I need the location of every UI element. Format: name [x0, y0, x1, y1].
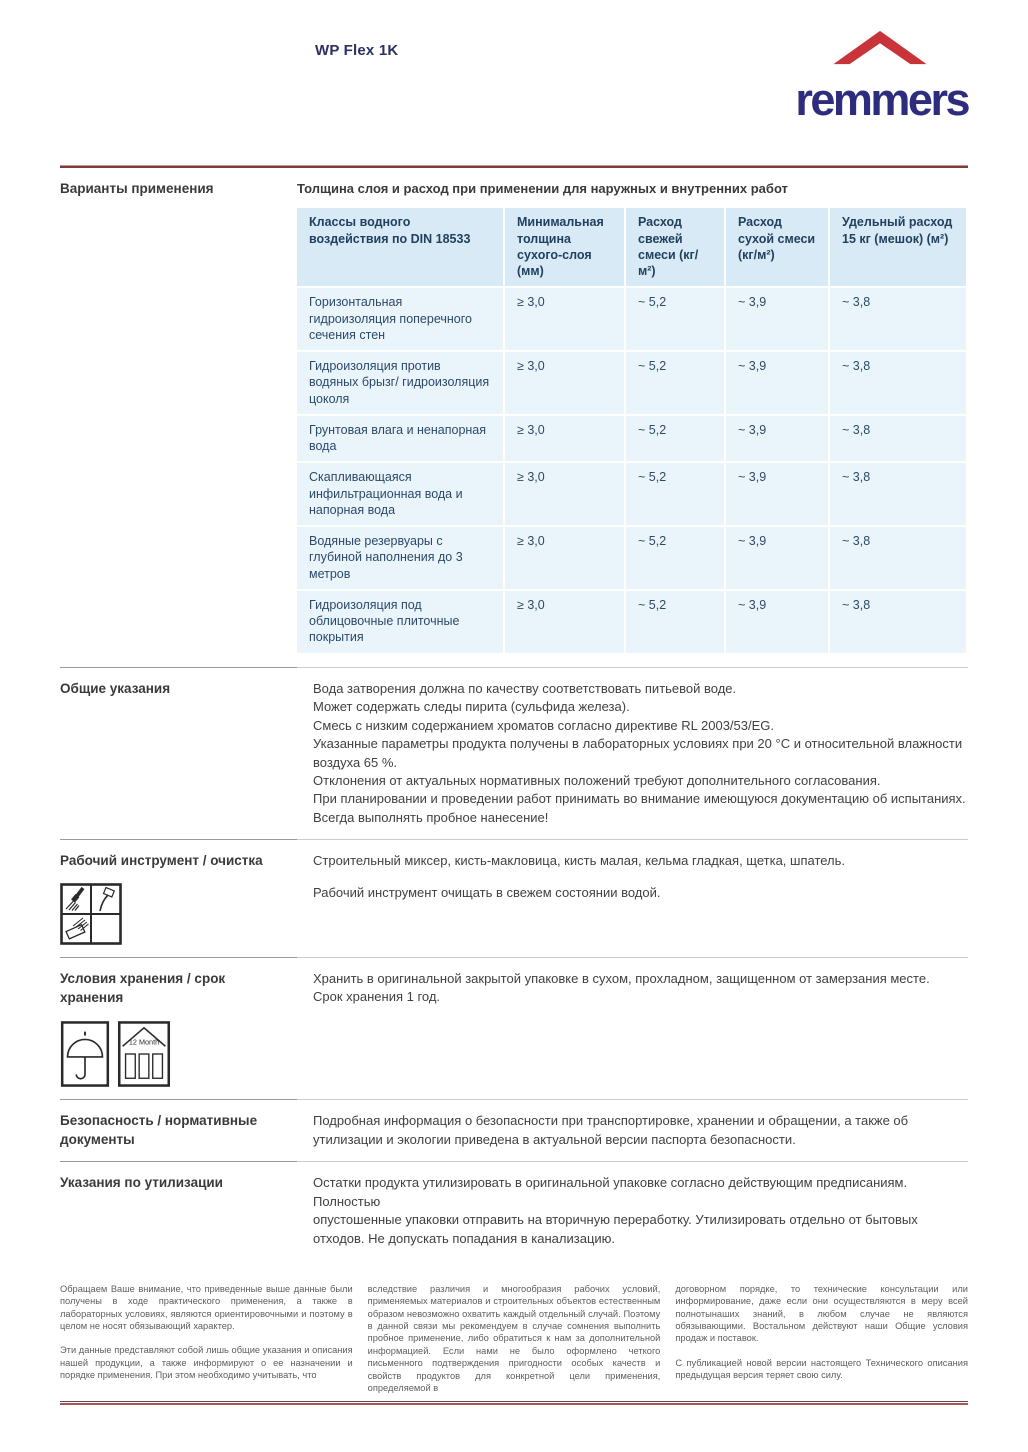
water-exposure-class-cell: Гидроизоляция под облицовочные плиточные покрытия [297, 591, 503, 653]
value-cell: ~ 3,9 [726, 527, 828, 589]
section-label-storage: Условия хранения / срок хранения [60, 970, 226, 1005]
table-row [297, 352, 966, 414]
value-cell: ~ 5,2 [626, 527, 724, 589]
legal-paragraph: Обращаем Ваше внимание, что приведенные выше данные были получены в ходе практического применения, а также в лабораторных условиях, являются ориентировочными и поэтому в целом не носят обязывающий характер. [60, 1284, 353, 1332]
value-cell: ≥ 3,0 [505, 591, 624, 653]
table-row [297, 463, 966, 525]
section-general-notes [60, 668, 968, 840]
disposal-content [295, 1174, 968, 1248]
value-cell: ~ 3,8 [830, 288, 966, 350]
keep-dry-umbrella-icon [60, 1021, 110, 1087]
page-header [60, 30, 968, 165]
section-disposal [60, 1162, 968, 1260]
shelf-life-12-month-icon [117, 1021, 171, 1087]
footer-rule [60, 1401, 968, 1405]
logo-roof-icon [830, 28, 930, 66]
footer-rule-red-line [60, 1403, 968, 1405]
value-cell: ~ 5,2 [626, 288, 724, 350]
note-line: При планировании и проведении работ принимать во внимание имеющуюся документацию об испытаниях. [313, 791, 966, 807]
section-tools [60, 840, 968, 957]
table-row [297, 527, 966, 589]
water-exposure-class-cell: Водяные резервуары с глубиной наполнения до 3 метров [297, 527, 503, 589]
value-cell: ~ 3,9 [726, 463, 828, 525]
table-row [297, 591, 966, 653]
logo-wordmark: remmers [795, 74, 968, 125]
value-cell: ≥ 3,0 [505, 288, 624, 350]
note-line: Указанные параметры продукта получены в лабораторных условиях при 20 °C и относительной влажности воздуха 65 %. [313, 736, 963, 770]
storage-conditions-text: Хранить в оригинальной закрытой упаковке в сухом, прохладном, защищенном от замерзания месте. [313, 970, 930, 986]
section-label-safety: Безопасность / нормативные документы [60, 1113, 258, 1147]
section-applications [60, 168, 968, 667]
legal-column-2 [368, 1283, 661, 1406]
tools-cleaning-note: Рабочий инструмент очищать в свежем состоянии водой. [313, 884, 661, 900]
legal-paragraph: договорном порядке, то технические консультации или информирование, даже если они осуществляются в меру всей полнотынаших знаний, в любом случае не являются обязывающими. Востальном действуют наши Общие условия продаж и поставок. [675, 1284, 968, 1344]
applications-content [295, 180, 968, 655]
value-cell: ≥ 3,0 [505, 416, 624, 462]
tools-list: Строительный миксер, кисть-макловица, кисть малая, кельма гладкая, щетка, шпатель. [313, 853, 846, 869]
tools-content [295, 852, 968, 945]
value-cell: ~ 5,2 [626, 463, 724, 525]
water-exposure-class-cell: Грунтовая влага и ненапорная вода [297, 416, 503, 462]
value-cell: ~ 3,8 [830, 591, 966, 653]
value-cell: ≥ 3,0 [505, 352, 624, 414]
storage-content [295, 970, 968, 1087]
storage-shelf-life-text: Срок хранения 1 год. [313, 989, 441, 1005]
value-cell: ~ 3,9 [726, 416, 828, 462]
value-cell: ~ 3,8 [830, 416, 966, 462]
storage-pictograms [60, 1021, 295, 1087]
consumption-table-header-row [297, 208, 966, 286]
badge-12-month: 12 Month [128, 1037, 160, 1047]
value-cell: ~ 3,9 [726, 288, 828, 350]
legal-disclaimer [60, 1283, 968, 1406]
value-cell: ~ 5,2 [626, 591, 724, 653]
legal-column-3 [675, 1283, 968, 1406]
value-cell: ~ 5,2 [626, 352, 724, 414]
water-exposure-class-cell: Гидроизоляция против водяных брызг/ гидроизоляция цоколя [297, 352, 503, 414]
value-cell: ≥ 3,0 [505, 527, 624, 589]
column-header: Классы водного воздействия по DIN 18533 [297, 208, 503, 286]
value-cell: ~ 3,8 [830, 463, 966, 525]
section-label-tools: Рабочий инструмент / очистка [60, 853, 263, 869]
remmers-logo [760, 26, 968, 125]
value-cell: ~ 3,8 [830, 352, 966, 414]
storage-label-column [60, 970, 295, 1087]
safety-content [295, 1112, 968, 1149]
legal-paragraph: Эти данные представляют собой лишь общие указания и описания нашей продукции, а также информируют о ее назначении и порядке применения. При этом необходимо учитывать, что [60, 1345, 353, 1381]
value-cell: ~ 3,8 [830, 527, 966, 589]
note-line: Может содержать следы пирита (сульфида железа). [313, 699, 630, 715]
note-line: Смесь с низким содержанием хроматов согласно директиве RL 2003/53/EG. [313, 717, 775, 733]
note-line: Вода затворения должна по качеству соответствовать питьевой воде. [313, 680, 737, 696]
note-line: Всегда выполнять пробное нанесение! [313, 809, 549, 825]
table-row [297, 288, 966, 350]
legal-paragraph: вследствие различия и многообразия рабочих условий, применяемых материалов и строительных объектов естественным образом невозможно охватить каждый отдельный случай. Поэтому в данной связи мы рекомендуем в случае сомнения выполнить пробное применение, либо обратиться к нам за дополнительной информацией. Если нами не было оформлено четкого письменного подтверждения пригодности особых качеств и свойств продуктов для конкретной цели применения, определяемой в [367, 1284, 661, 1393]
value-cell: ~ 3,9 [726, 352, 828, 414]
column-header: Минимальная толщина сухого-слоя (мм) [505, 208, 624, 286]
tools-label-column [60, 852, 295, 945]
footer-rule-dark-line [60, 1401, 968, 1402]
note-line: Отклонения от актуальных нормативных положений требуют дополнительного согласования. [313, 772, 881, 788]
column-header: Удельный расход 15 кг (мешок) (м²) [830, 208, 966, 286]
consumption-table [295, 206, 968, 654]
column-header: Расход сухой смеси (кг/м²) [726, 208, 828, 286]
value-cell: ~ 3,9 [726, 591, 828, 653]
safety-text: Подробная информация о безопасности при транспортировке, хранении и обращении, а также об утилизации и экологии приведена в актуальной версии паспорта безопасности. [313, 1113, 909, 1147]
value-cell: ~ 5,2 [626, 416, 724, 462]
product-title: WP Flex 1K [315, 42, 399, 59]
section-storage [60, 958, 968, 1099]
tools-pictogram-icon [60, 883, 122, 945]
table-row [297, 416, 966, 462]
section-safety [60, 1100, 968, 1161]
legal-paragraph: С публикацией новой версии настоящего Технического описания предыдущая версия теряет свою силу. [675, 1357, 968, 1381]
section-label-disposal: Указания по утилизации [60, 1175, 223, 1191]
legal-column-1 [60, 1283, 353, 1406]
water-exposure-class-cell: Скапливающаяся инфильтрационная вода и напорная вода [297, 463, 503, 525]
value-cell: ≥ 3,0 [505, 463, 624, 525]
section-label-general-notes: Общие указания [60, 680, 171, 696]
disposal-text-line2: опустошенные упаковки отправить на вторичную переработку. Утилизировать отдельно от бытовых отходов. Не допускать попадания в канализацию. [313, 1212, 918, 1246]
general-notes-lines [295, 680, 968, 828]
consumption-table-body [297, 288, 966, 652]
consumption-table-title: Толщина слоя и расход при применении для наружных и внутренних работ [297, 181, 788, 196]
disposal-text-line1: Остатки продукта утилизировать в оригинальной упаковке согласно действующим предписаниям. Полностью [313, 1175, 908, 1209]
column-header: Расход свежей смеси (кг/м²) [626, 208, 724, 286]
section-label-applications: Варианты применения [60, 181, 214, 196]
water-exposure-class-cell: Горизонтальная гидроизоляция поперечного сечения стен [297, 288, 503, 350]
